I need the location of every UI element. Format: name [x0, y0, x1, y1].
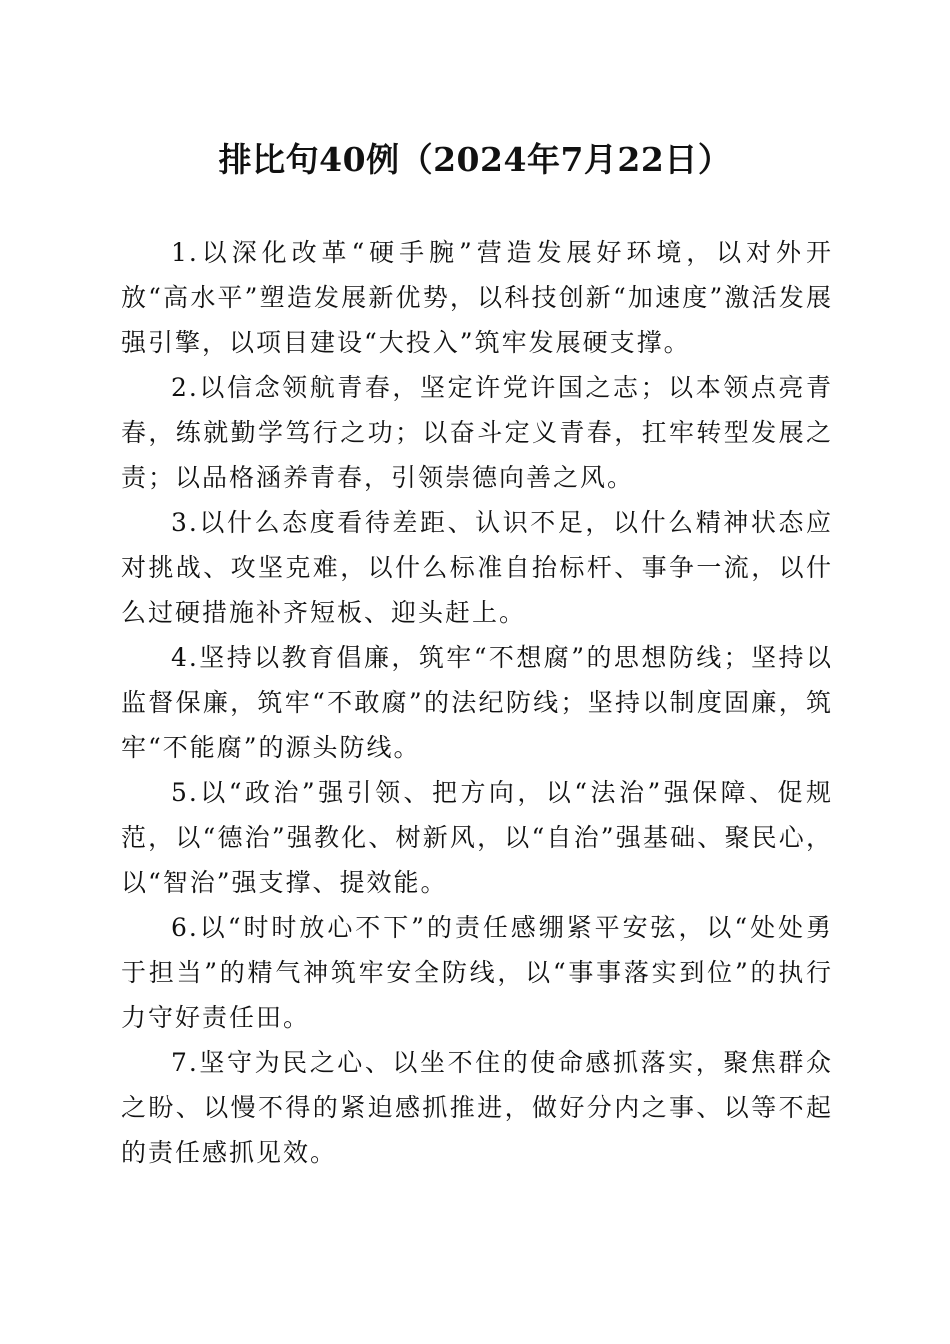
paragraph-6: 6.以“时时放心不下”的责任感绷紧平安弦，以“处处勇于担当”的精气神筑牢安全防线，以“事事落实到位”的执行力守好责任田。 [121, 913, 833, 1032]
paragraph-4: 4.坚持以教育倡廉，筑牢“不想腐”的思想防线；坚持以监督保廉，筑牢“不敢腐”的法纪防线；坚持以制度固廉，筑牢“不能腐”的源头防线。 [121, 643, 833, 762]
paragraph-3: 3.以什么态度看待差距、认识不足，以什么精神状态应对挑战、攻坚克难，以什么标准自抬标杆、事争一流，以什么过硬措施补齐短板、迎头赶上。 [121, 508, 833, 627]
paragraph-7: 7.坚守为民之心、以坐不住的使命感抓落实，聚焦群众之盼、以慢不得的紧迫感抓推进，做好分内之事、以等不起的责任感抓见效。 [121, 1048, 833, 1167]
document-body [121, 230, 833, 1175]
paragraph-1: 1.以深化改革“硬手腕”营造发展好环境，以对外开放“高水平”塑造发展新优势，以科技创新“加速度”激活发展强引擎，以项目建设“大投入”筑牢发展硬支撑。 [121, 238, 833, 357]
document-title: 排比句40例（2024年7月22日） [218, 140, 732, 179]
paragraph-2: 2.以信念领航青春，坚定许党许国之志；以本领点亮青春，练就勤学笃行之功；以奋斗定义青春，扛牢转型发展之责；以品格涵养青春，引领崇德向善之风。 [121, 373, 833, 492]
paragraph-5: 5.以“政治”强引领、把方向，以“法治”强保障、促规范，以“德治”强教化、树新风，以“自治”强基础、聚民心，以“智治”强支撑、提效能。 [121, 778, 833, 897]
